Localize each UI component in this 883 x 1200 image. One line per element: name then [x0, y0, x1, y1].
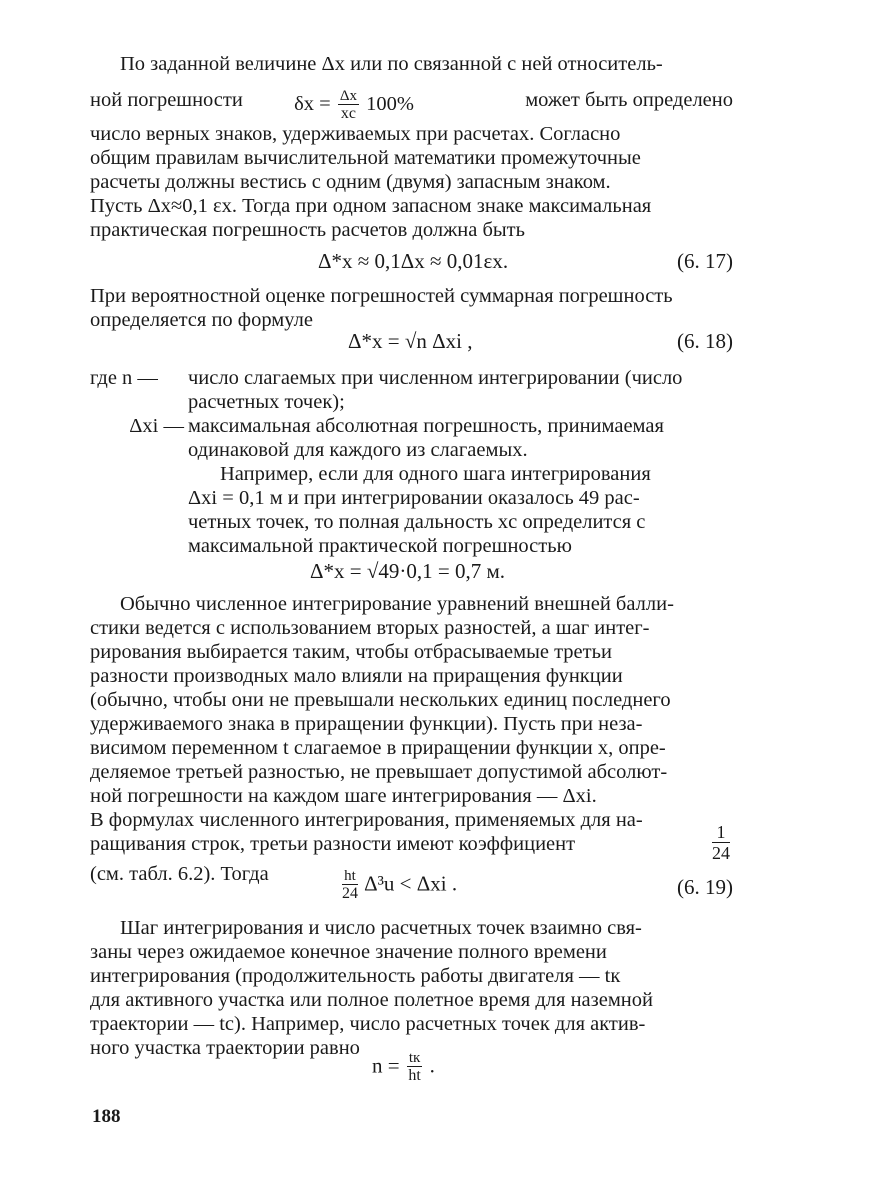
equation-number-of-points: [372, 1050, 435, 1085]
text-span: ной погрешности на каждом шаге интегрирования — Δxi.: [90, 785, 597, 807]
formula-lhs: n =: [372, 1053, 400, 1078]
text-span: висимом переменном t слагаемое в приращении функции x, опре-: [90, 737, 666, 759]
text-span: практическая погрешность расчетов должна быть: [90, 219, 525, 241]
text-line: [90, 940, 733, 964]
equation-6-19: [340, 868, 457, 903]
fraction-numerator: Δx: [339, 88, 357, 104]
text-line: [188, 486, 733, 510]
fraction-numerator: 1: [712, 822, 730, 843]
text-span: Например, если для одного шага интегрирования: [220, 463, 651, 485]
coefficient-fraction: [712, 822, 730, 863]
definition-term: где n —: [90, 367, 158, 389]
text-span: может быть определено: [525, 89, 733, 111]
definition-text: число слагаемых при численном интегрировании (число: [188, 367, 683, 389]
formula-rhs: 100%: [366, 93, 414, 116]
equation-6-18: Δ*x = √n Δxi ,: [348, 329, 473, 353]
fraction: [342, 868, 358, 903]
text-line: [90, 808, 733, 832]
definition-term: Δxi —: [129, 415, 184, 437]
definition-text: максимальная абсолютная погрешность, принимаемая: [188, 415, 664, 437]
text-span: удерживаемого знака в приращении функции). Пусть при неза-: [90, 713, 643, 735]
text-span: По заданной величине Δx или по связанной с ней относитель-: [120, 53, 663, 75]
text-span: интегрирования (продолжительность работы двигателя — tк: [90, 965, 621, 987]
equation-number: (6. 19): [677, 875, 733, 899]
text-span: заны через ожидаемое конечное значение полного времени: [90, 941, 607, 963]
fraction: [338, 88, 359, 123]
text-line: [90, 688, 733, 712]
text-span: число верных знаков, удерживаемых при расчетах. Согласно: [90, 123, 621, 145]
text-line: [90, 1012, 733, 1036]
fraction-denominator: 24: [712, 843, 730, 863]
text-span: одинаковой для каждого из слагаемых.: [188, 439, 528, 461]
formula-tail: .: [429, 1053, 435, 1078]
text-span: максимальной практической погрешностью: [188, 535, 572, 557]
example-formula: Δ*x = √49·0,1 = 0,7 м.: [310, 559, 505, 583]
text-span: разности производных мало влияли на приращения функции: [90, 665, 623, 687]
text-span: рирования выбирается таким, чтобы отбрасываемые третьи: [90, 641, 612, 663]
text-span: четных точек, то полная дальность xc определится с: [188, 511, 646, 533]
page-number: 188: [92, 1106, 121, 1127]
text-span: В формулах численного интегрирования, применяемых для на-: [90, 809, 643, 831]
text-span: для активного участка или полное полетное время для наземной: [90, 989, 653, 1011]
text-span: определяется по формуле: [90, 309, 313, 331]
text-line: [90, 170, 733, 194]
text-line: [90, 616, 733, 640]
fraction-numerator: tк: [408, 1050, 421, 1066]
equation-6-17: Δ*x ≈ 0,1Δx ≈ 0,01εx.: [318, 249, 509, 273]
text-span: стики ведется с использованием вторых разностей, а шаг интег-: [90, 617, 650, 639]
text-line: [90, 664, 733, 688]
fraction-numerator: ht: [342, 868, 358, 885]
text-span: Пусть Δx≈0,1 εx. Тогда при одном запасном знаке максимальная: [90, 195, 652, 217]
text-span: (см. табл. 6.2). Тогда: [90, 863, 269, 885]
definition-line: [90, 414, 733, 438]
text-line: [90, 218, 733, 242]
text-line: [90, 146, 733, 170]
text-line: [90, 284, 733, 308]
text-span: траектории — tc). Например, число расчетных точек для актив-: [90, 1013, 646, 1035]
text-line: [188, 438, 733, 462]
formula-rest: Δ³u < Δxi .: [364, 871, 458, 896]
text-span: ращивания строк, третьи разности имеют коэффициент: [90, 833, 576, 855]
fraction: [407, 1050, 422, 1085]
text-line-with-formula: [90, 88, 733, 123]
text-line: [120, 52, 733, 76]
text-line: [120, 916, 733, 940]
text-line: [90, 640, 733, 664]
text-line: [90, 194, 733, 218]
text-line: [90, 784, 733, 808]
text-span: При вероятностной оценке погрешностей суммарная погрешность: [90, 285, 673, 307]
text-line: [90, 122, 733, 146]
text-span: Обычно численное интегрирование уравнений внешней балли-: [120, 593, 674, 615]
text-span: Δxi = 0,1 м и при интегрировании оказалось 49 рас-: [188, 487, 640, 509]
text-line: [220, 462, 733, 486]
text-span: расчеты должны вестись с одним (двумя) запасным знаком.: [90, 171, 611, 193]
text-span: деляемое третьей разностью, не превышает допустимой абсолют-: [90, 761, 668, 783]
fraction-denominator: xc: [340, 105, 356, 122]
text-line: [90, 988, 733, 1012]
definition-line: [90, 366, 733, 390]
text-line: [120, 592, 733, 616]
text-span: (обычно, чтобы они не превышали нескольких единиц последнего: [90, 689, 671, 711]
text-line: [188, 510, 733, 534]
text-line: [188, 534, 733, 558]
equation-number: (6. 17): [677, 249, 733, 273]
fraction-denominator: 24: [342, 885, 358, 902]
fraction-denominator: ht: [408, 1067, 421, 1084]
inline-formula-relative-error: [294, 88, 414, 123]
text-span: Шаг интегрирования и число расчетных точек взаимно свя-: [120, 917, 642, 939]
text-line: [90, 964, 733, 988]
text-line: [90, 760, 733, 784]
equation-number: (6. 18): [677, 329, 733, 353]
text-span: ного участка траектории равно: [90, 1037, 360, 1059]
text-line: [90, 832, 690, 856]
formula-lhs: δx =: [294, 93, 331, 116]
text-span: ной погрешности: [90, 89, 243, 111]
text-line: [188, 390, 733, 414]
text-line: [90, 712, 733, 736]
text-span: общим правилам вычислительной математики промежуточные: [90, 147, 641, 169]
text-span: расчетных точек);: [188, 391, 345, 413]
text-line: [90, 736, 733, 760]
